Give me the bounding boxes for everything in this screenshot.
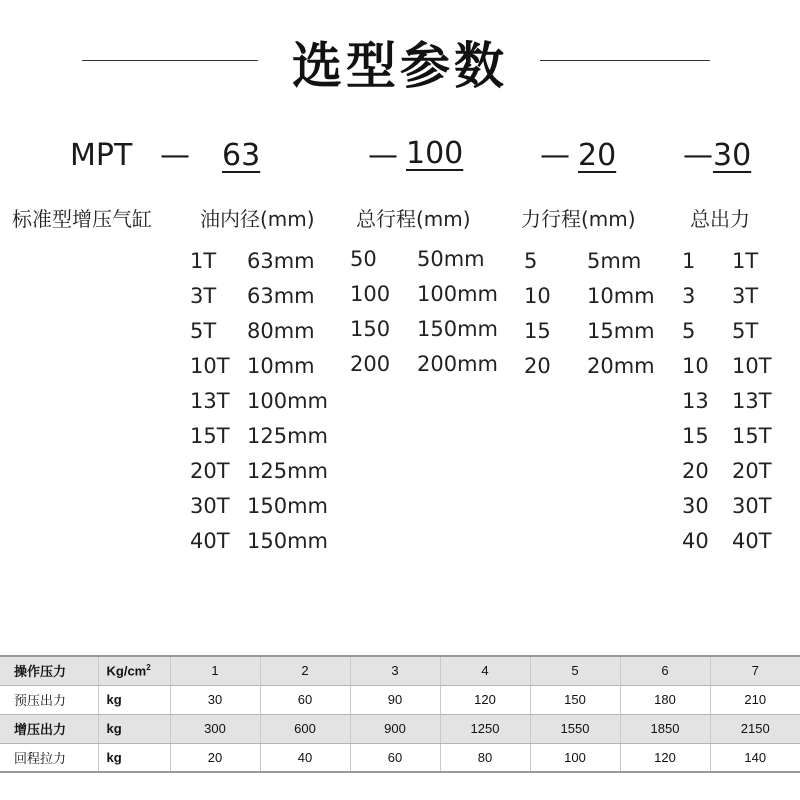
output-code: 40 — [682, 529, 709, 553]
stroke-code: 50 — [350, 247, 377, 271]
output-value: 15T — [732, 424, 772, 448]
output-value: 1T — [732, 249, 759, 273]
table-cell: 2150 — [710, 714, 800, 743]
table-cell: 1850 — [620, 714, 710, 743]
output-code: 10 — [682, 354, 709, 378]
table-cell: 100 — [530, 743, 620, 772]
stroke-code: 100 — [350, 282, 391, 306]
stroke-value: 150mm — [417, 317, 498, 341]
output-code: 13 — [682, 389, 709, 413]
title-rule-right — [540, 60, 710, 61]
bore-code: 40T — [190, 529, 230, 553]
table-row — [0, 714, 800, 743]
table-cell: 120 — [440, 685, 530, 714]
output-value: 3T — [732, 284, 759, 308]
table-cell: 60 — [260, 685, 350, 714]
table-cell: 60 — [350, 743, 440, 772]
output-value: 10T — [732, 354, 772, 378]
table-cell: 40 — [260, 743, 350, 772]
label-force-stroke: 力行程(mm) — [521, 207, 636, 231]
table-row — [0, 656, 800, 685]
output-value: 13T — [732, 389, 772, 413]
code-dash-4: — — [683, 138, 713, 173]
output-code: 20 — [682, 459, 709, 483]
table-cell: 90 — [350, 685, 440, 714]
table-cell: 6 — [620, 656, 710, 685]
code-output: 30 — [713, 138, 752, 173]
row-label: 操作压力 — [0, 656, 98, 685]
output-code: 3 — [682, 284, 696, 308]
output-value: 40T — [732, 529, 772, 553]
force-stroke-code: 5 — [524, 249, 538, 273]
bore-value: 125mm — [247, 424, 328, 448]
row-label: 预压出力 — [0, 685, 98, 714]
force-stroke-value: 15mm — [587, 319, 655, 343]
unit-superscript: 2 — [146, 663, 151, 673]
bore-value: 100mm — [247, 389, 328, 413]
table-cell: 150 — [530, 685, 620, 714]
table-cell: 4 — [440, 656, 530, 685]
pressure-spec-table — [0, 655, 800, 773]
table-row — [0, 685, 800, 714]
bore-value: 63mm — [247, 284, 315, 308]
output-code: 1 — [682, 249, 696, 273]
bore-code: 1T — [190, 249, 217, 273]
bore-code: 30T — [190, 494, 230, 518]
label-type: 标准型增压气缸 — [12, 207, 152, 231]
force-stroke-code: 20 — [524, 354, 551, 378]
bore-value: 10mm — [247, 354, 315, 378]
force-stroke-value: 20mm — [587, 354, 655, 378]
bore-code: 13T — [190, 389, 230, 413]
table-cell: 900 — [350, 714, 440, 743]
bore-value: 150mm — [247, 529, 328, 553]
output-value: 30T — [732, 494, 772, 518]
unit-text: Kg/cm — [106, 663, 147, 679]
force-stroke-value: 5mm — [587, 249, 642, 273]
code-dash-1: — — [160, 138, 190, 173]
force-stroke-code: 10 — [524, 284, 551, 308]
stroke-value: 50mm — [417, 247, 485, 271]
output-code: 15 — [682, 424, 709, 448]
label-bore: 油内径(mm) — [200, 207, 315, 231]
table-cell: 2 — [260, 656, 350, 685]
table-cell: 20 — [170, 743, 260, 772]
row-unit: kg — [98, 685, 170, 714]
code-bore: 63 — [222, 138, 261, 173]
table-cell: 300 — [170, 714, 260, 743]
row-unit — [98, 656, 170, 685]
table-cell: 1 — [170, 656, 260, 685]
table-cell: 140 — [710, 743, 800, 772]
table-cell: 5 — [530, 656, 620, 685]
output-value: 20T — [732, 459, 772, 483]
table-cell: 1550 — [530, 714, 620, 743]
bore-code: 3T — [190, 284, 217, 308]
table-cell: 210 — [710, 685, 800, 714]
bore-code: 20T — [190, 459, 230, 483]
code-dash-3: — — [540, 138, 570, 173]
bore-value: 80mm — [247, 319, 315, 343]
table-cell: 120 — [620, 743, 710, 772]
stroke-value: 200mm — [417, 352, 498, 376]
stroke-code: 200 — [350, 352, 391, 376]
force-stroke-code: 15 — [524, 319, 551, 343]
label-stroke: 总行程(mm) — [356, 207, 471, 231]
code-prefix: MPT — [70, 138, 133, 173]
output-code: 5 — [682, 319, 696, 343]
stroke-value: 100mm — [417, 282, 498, 306]
table-cell: 30 — [170, 685, 260, 714]
bore-value: 63mm — [247, 249, 315, 273]
bore-code: 5T — [190, 319, 217, 343]
bore-code: 10T — [190, 354, 230, 378]
code-stroke: 100 — [406, 136, 464, 171]
table-cell: 3 — [350, 656, 440, 685]
row-unit: kg — [98, 743, 170, 772]
table-cell: 600 — [260, 714, 350, 743]
title-rule-left — [82, 60, 258, 61]
row-unit: kg — [98, 714, 170, 743]
row-label: 回程拉力 — [0, 743, 98, 772]
row-label: 增压出力 — [0, 714, 98, 743]
table-cell: 180 — [620, 685, 710, 714]
table-row — [0, 743, 800, 772]
table-cell: 7 — [710, 656, 800, 685]
output-value: 5T — [732, 319, 759, 343]
output-code: 30 — [682, 494, 709, 518]
label-output: 总出力 — [690, 207, 750, 231]
force-stroke-value: 10mm — [587, 284, 655, 308]
code-force-stroke: 20 — [578, 138, 617, 173]
bore-value: 150mm — [247, 494, 328, 518]
code-dash-2: — — [368, 138, 398, 173]
table-cell: 1250 — [440, 714, 530, 743]
bore-value: 125mm — [247, 459, 328, 483]
stroke-code: 150 — [350, 317, 391, 341]
bore-code: 15T — [190, 424, 230, 448]
page-title: 选型参数 — [292, 37, 508, 95]
table-cell: 80 — [440, 743, 530, 772]
